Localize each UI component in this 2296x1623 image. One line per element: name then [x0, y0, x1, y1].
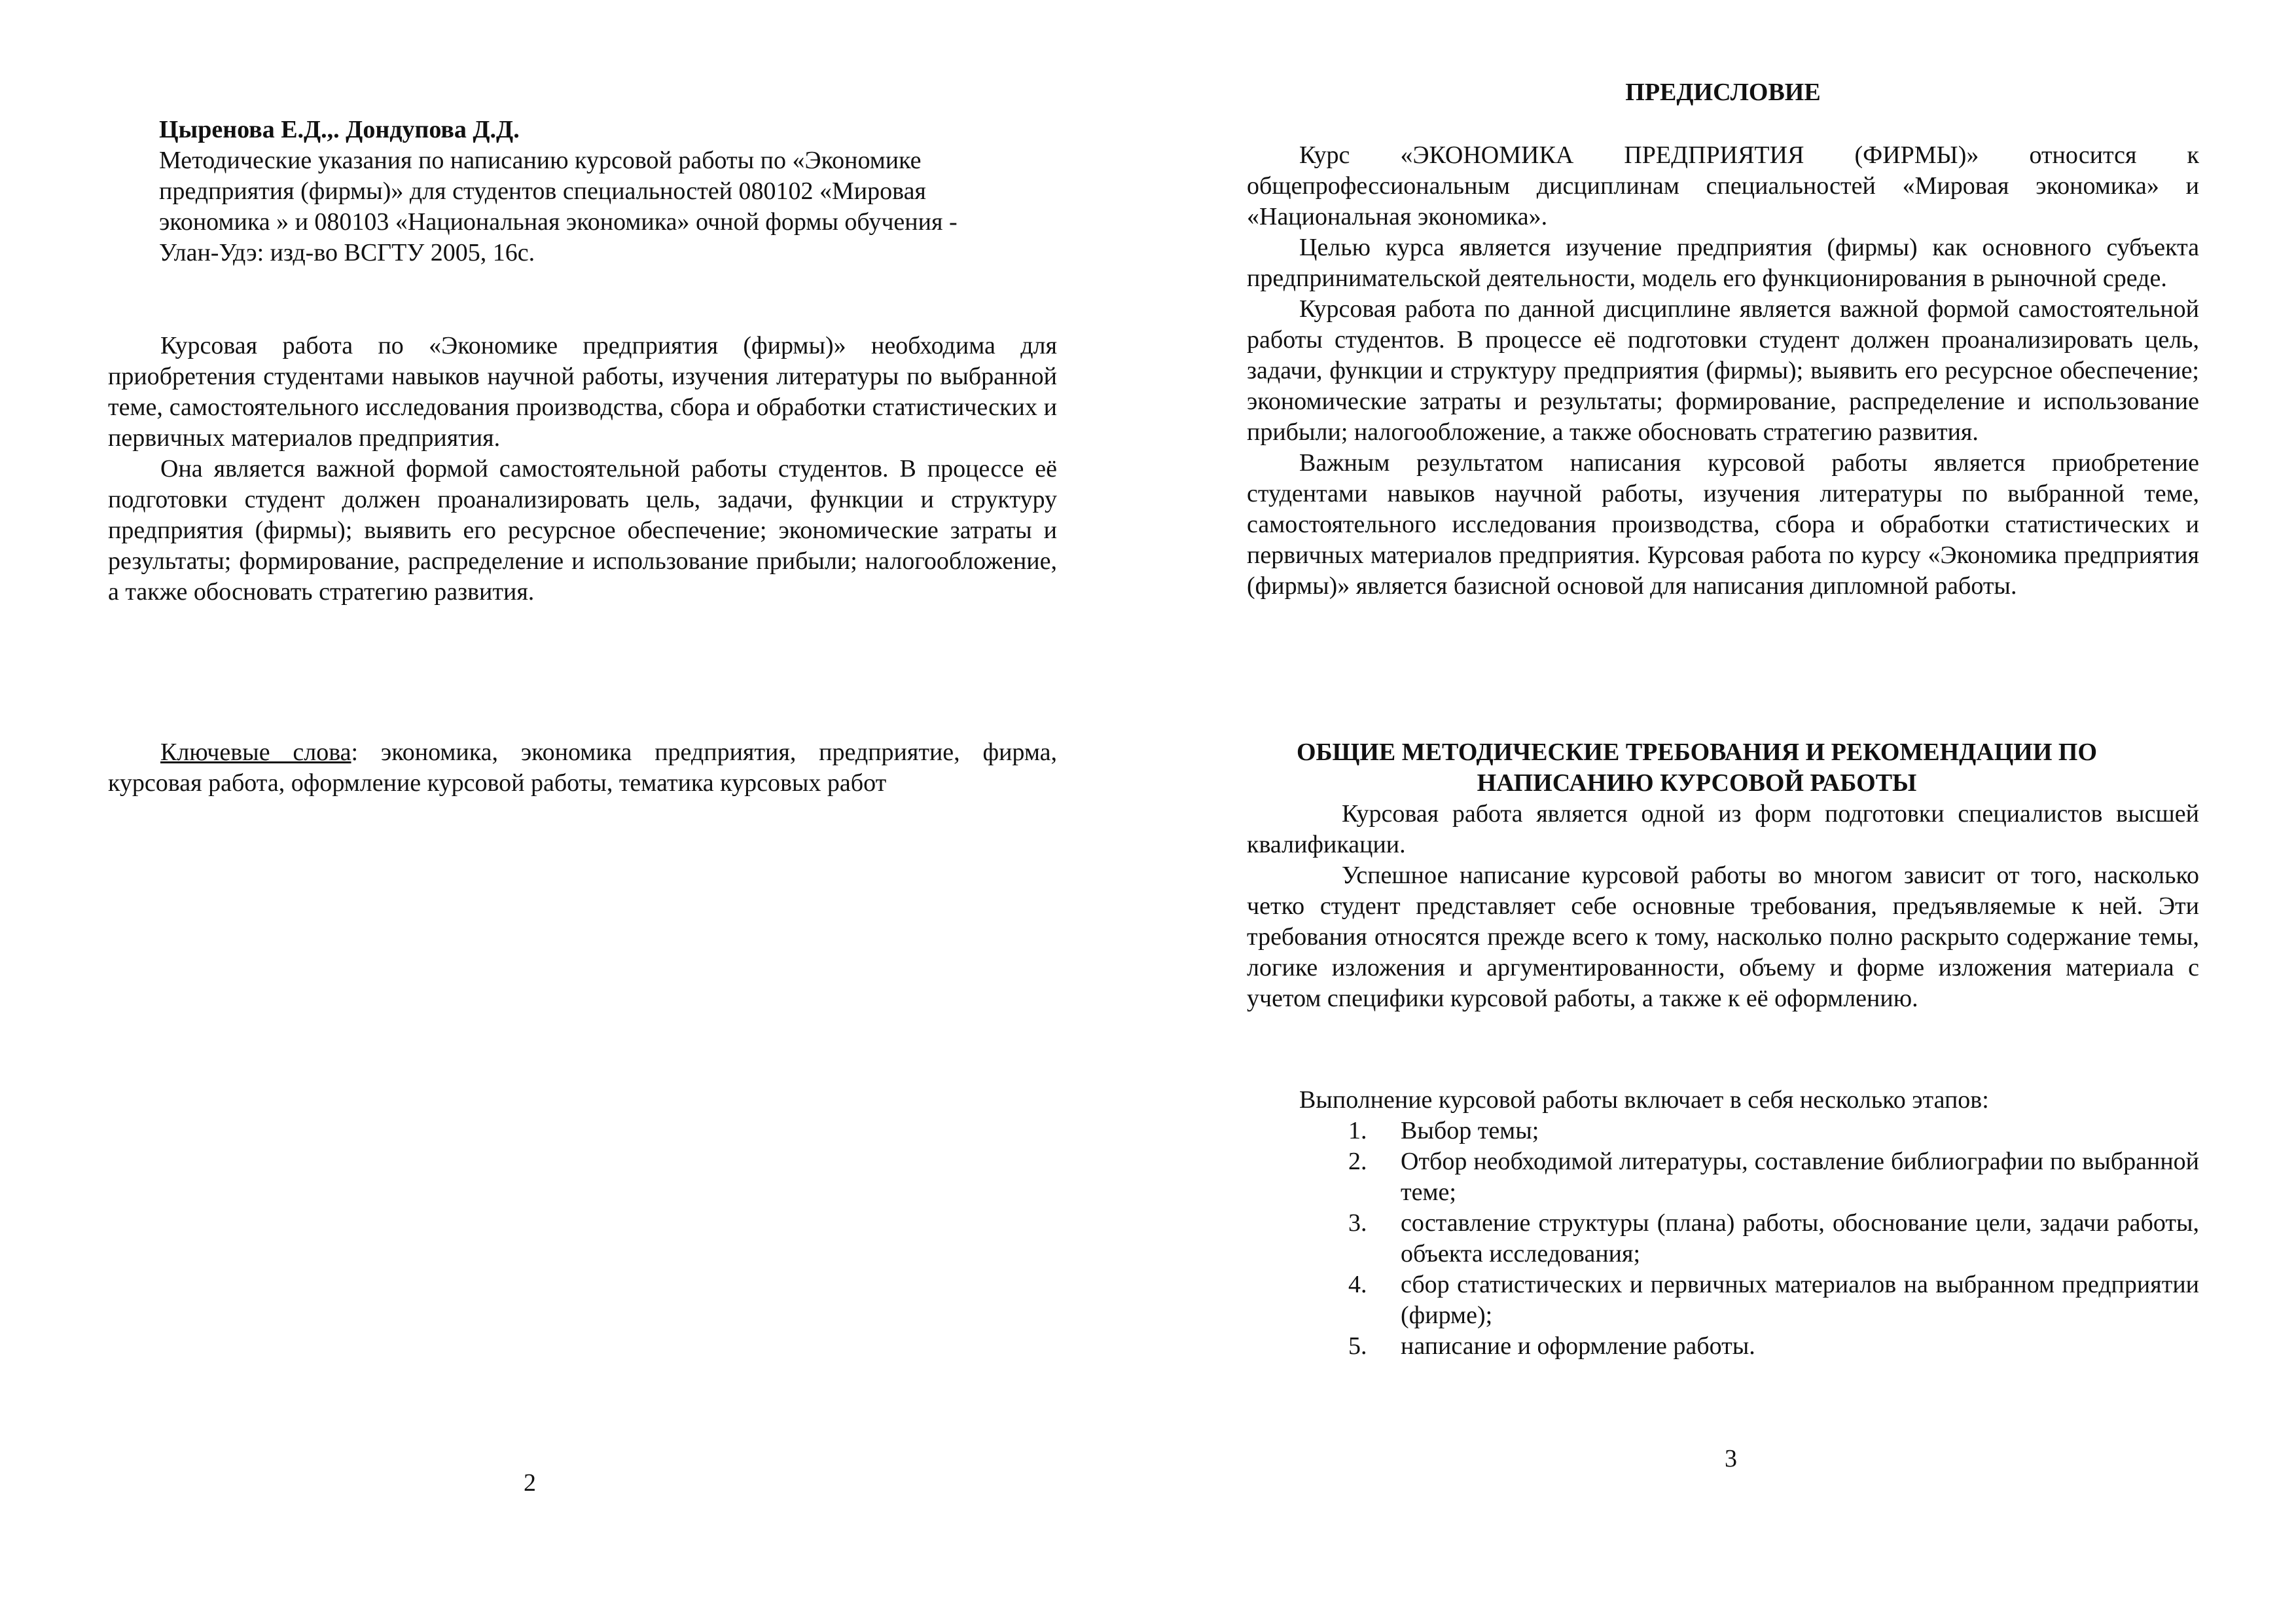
list-item-number: 4.	[1348, 1271, 1367, 1298]
keywords-text: : экономика, экономика предприятия, предприятие, фирма, курсовая работа, оформление курсовой работы, тематика курсовых работ	[108, 739, 1057, 797]
list-item-number: 5.	[1348, 1332, 1367, 1360]
list-item-text: сбор статистических и первичных материалов на выбранном предприятии (фирме);	[1401, 1271, 2199, 1329]
list-item	[1247, 1208, 2199, 1269]
list-item	[1247, 1146, 2199, 1208]
section-heading	[1221, 737, 2173, 799]
section-body	[1247, 799, 2199, 1014]
stages-list	[1247, 1116, 2199, 1362]
abstract-paragraph: Курсовая работа по «Экономике предприятия (фирмы)» необходима для приобретения студентами навыков научной работы, изучения литературы по выбранной теме, самостоятельного исследования производства, сбора и обработки статистических и первичных материалов предприятия.	[108, 332, 1057, 452]
preface-paragraph: Важным результатом написания курсовой работы является приобретение студентами навыков научной работы, изучения литературы по выбранной теме, самостоятельного исследования производства, сбора и обработки статистических и первичных материалов предприятия. Курсовая работа по курсу «Экономика предприятия (фирмы)» является базисной основой для написания дипломной работы.	[1247, 449, 2199, 600]
keywords-label: Ключевые слова	[160, 739, 351, 766]
bibliography-line: Методические указания по написанию курсовой работы по «Экономике	[159, 147, 922, 174]
page-number: 2	[524, 1469, 536, 1497]
list-item-number: 3.	[1348, 1209, 1367, 1237]
list-item	[1247, 1116, 2199, 1146]
list-item-text: написание и оформление работы.	[1401, 1332, 1755, 1360]
stages-intro: Выполнение курсовой работы включает в себя несколько этапов:	[1299, 1086, 1989, 1114]
preface-paragraph: Целью курса является изучение предприятия (фирмы) как основного субъекта предпринимательской деятельности, модель его функционирования в рыночной среде.	[1247, 234, 2199, 292]
page-number: 3	[1725, 1445, 1737, 1472]
list-item	[1247, 1269, 2199, 1331]
preface-paragraph: Курсовая работа по данной дисциплине является важной формой самостоятельной работы студентов. В процессе её подготовки студент должен проанализировать цель, задачи, функции и структуру предприятия (фирмы); выявить его ресурсное обеспечение; экономические затраты и результаты; формирование, распределение и использование прибыли; налогообложение, а также обосновать стратегию развития.	[1247, 295, 2199, 446]
section-paragraph: Успешное написание курсовой работы во многом зависит от того, насколько четко студент представляет себе основные требования, предъявляемые к ней. Эти требования относятся прежде всего к тому, насколько полно раскрыто содержание темы, логике изложения и аргументированности, объему и форме изложения материала с учетом специфики курсовой работы, а также к её оформлению.	[1247, 862, 2199, 1012]
section-heading-line: ОБЩИЕ МЕТОДИЧЕСКИЕ ТРЕБОВАНИЯ И РЕКОМЕНДАЦИИ ПО	[1296, 739, 2098, 766]
list-item	[1247, 1331, 2199, 1362]
list-item-text: Выбор темы;	[1401, 1117, 1539, 1144]
abstract-paragraph: Она является важной формой самостоятельной работы студентов. В процессе её подготовки студент должен проанализировать цель, задачи, функции и структуру предприятия (фирмы); выявить его ресурсное обеспечение; экономические затраты и результаты; формирование, распределение и использование прибыли; налогообложение, а также обосновать стратегию развития.	[108, 455, 1057, 606]
bibliography-line: Улан-Удэ: изд-во ВСГТУ 2005, 16с.	[159, 239, 535, 266]
section-paragraph: Курсовая работа является одной из форм подготовки специалистов высшей квалификации.	[1247, 800, 2199, 858]
list-item-number: 1.	[1348, 1117, 1367, 1144]
authors: Цыренова Е.Д.,. Дондупова Д.Д.	[159, 116, 520, 143]
preface-heading: ПРЕДИСЛОВИЕ	[1625, 79, 1821, 106]
list-item-text: составление структуры (плана) работы, обоснование цели, задачи работы, объекта исследования;	[1401, 1209, 2199, 1267]
list-item-text: Отбор необходимой литературы, составление библиографии по выбранной теме;	[1401, 1148, 2199, 1206]
bibliography-line: экономика » и 080103 «Национальная экономика» очной формы обучения -	[159, 208, 958, 236]
keywords	[108, 737, 1057, 799]
bibliography	[159, 145, 1069, 268]
bibliography-line: предприятия (фирмы)» для студентов специальностей 080102 «Мировая	[159, 177, 926, 205]
list-item-number: 2.	[1348, 1148, 1367, 1175]
abstract	[108, 331, 1057, 608]
section-heading-line: НАПИСАНИЮ КУРСОВОЙ РАБОТЫ	[1477, 769, 1917, 797]
preface	[1247, 140, 2199, 602]
preface-paragraph: Курс «ЭКОНОМИКА ПРЕДПРИЯТИЯ (ФИРМЫ)» относится к общепрофессиональным дисциплинам специальностей «Мировая экономика» и «Национальная экономика».	[1247, 141, 2199, 230]
